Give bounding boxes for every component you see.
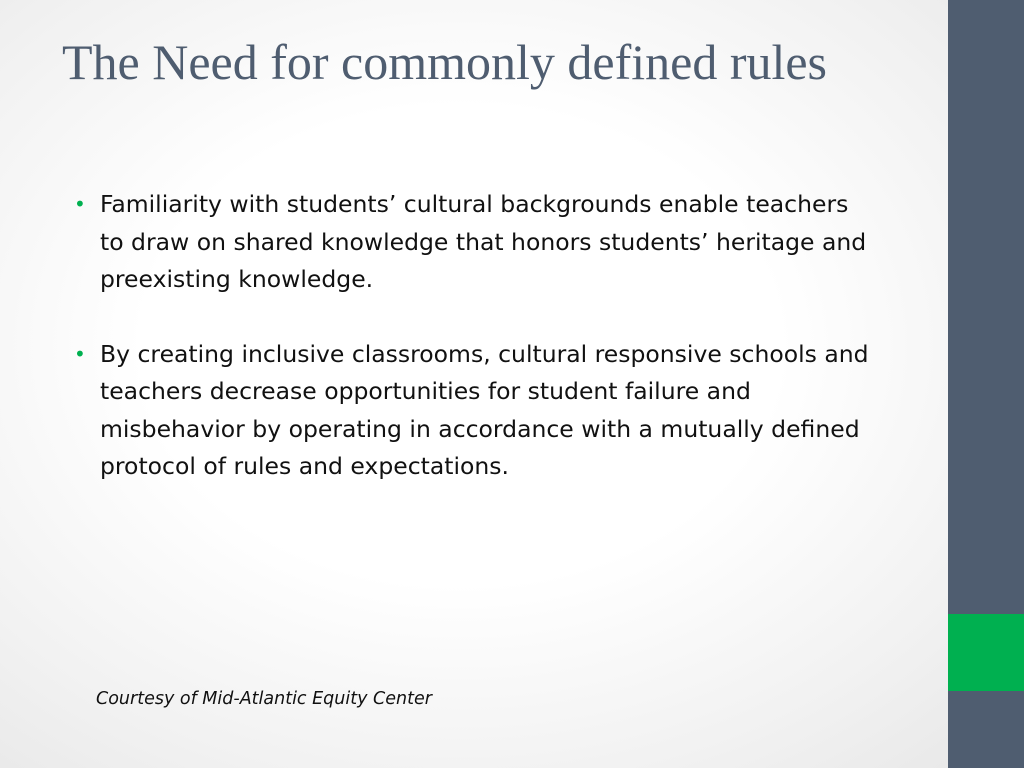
credit-text: Courtesy of Mid-Atlantic Equity Center — [96, 689, 432, 709]
bullet-icon: • — [74, 192, 86, 216]
bullet-item — [72, 336, 872, 486]
slide-title: The Need for commonly defined rules — [62, 34, 828, 90]
bullet-text: Familiarity with students’ cultural backgrounds enable teachers to draw on shared knowledge that honors students’ heritage and preexisting knowledge. — [100, 190, 867, 293]
bullet-text: By creating inclusive classrooms, cultural responsive schools and teachers decrease opportunities for student failure and misbehavior by operating in accordance with a mutually defined protocol of rules and expectations. — [100, 339, 869, 480]
bullet-icon: • — [74, 341, 86, 366]
bullet-list — [72, 186, 872, 523]
bullet-item — [72, 186, 872, 299]
side-accent-decoration — [948, 614, 1024, 691]
